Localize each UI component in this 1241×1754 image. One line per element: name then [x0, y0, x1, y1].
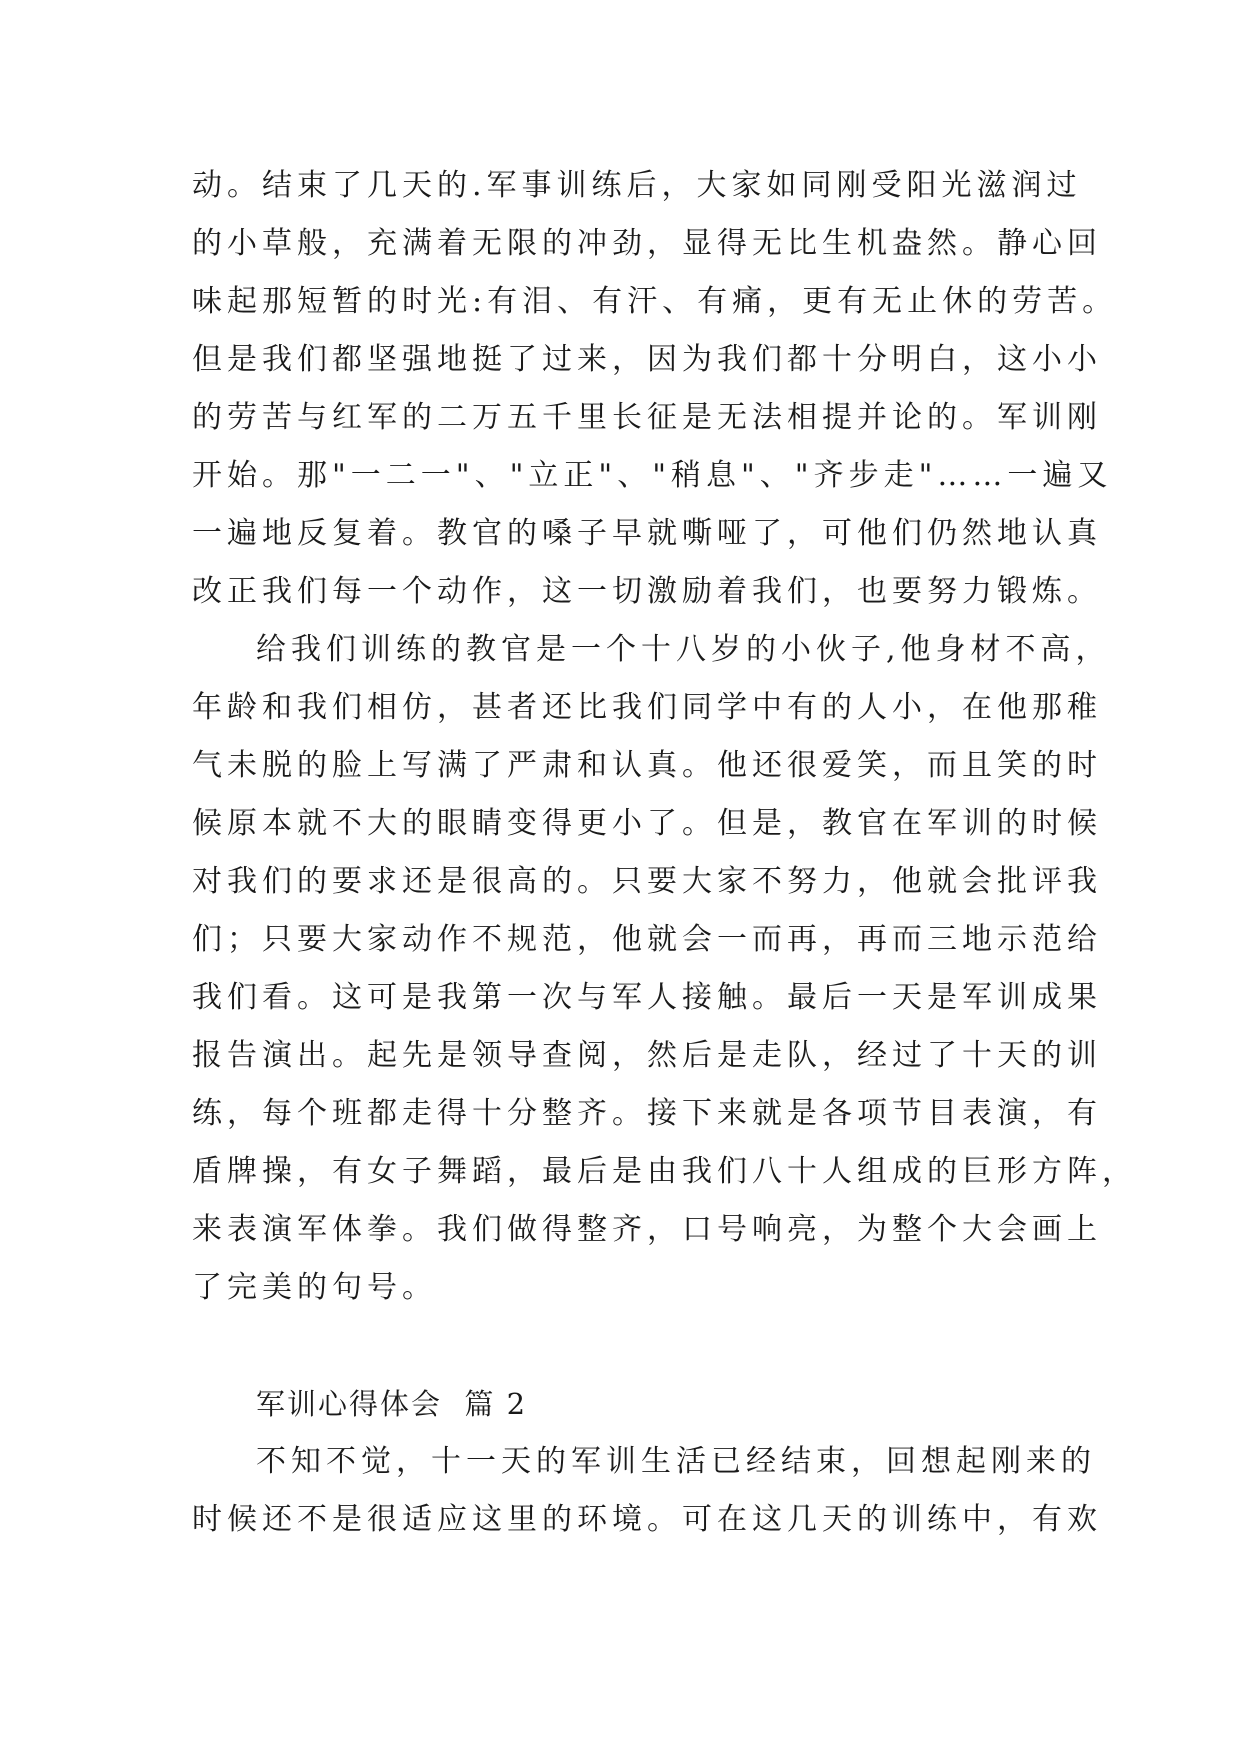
- paragraph-2-line-11: 来表演军体拳。我们做得整齐，口号响亮，为整个大会画上: [192, 1212, 1102, 1247]
- paragraph-2-line-12: 了完美的句号。: [192, 1270, 437, 1305]
- paragraph-2-line-8: 报告演出。起先是领导查阅，然后是走队，经过了十天的训: [192, 1038, 1102, 1073]
- paragraph-1-line-8: 改正我们每一个动作，这一切激励着我们，也要努力锻炼。: [192, 574, 1102, 609]
- paragraph-2-line-7: 我们看。这可是我第一次与军人接触。最后一天是军训成果: [192, 980, 1102, 1015]
- paragraph-2-line-4: 候原本就不大的眼睛变得更小了。但是，教官在军训的时候: [192, 806, 1102, 841]
- paragraph-2-line-2: 年龄和我们相仿，甚者还比我们同学中有的人小，在他那稚: [192, 690, 1102, 725]
- section-heading: 军训心得体会 篇 2: [256, 1387, 528, 1421]
- paragraph-1-line-2: 的小草般，充满着无限的冲劲，显得无比生机盎然。静心回: [192, 226, 1102, 261]
- paragraph-1-line-7: 一遍地反复着。教官的嗓子早就嘶哑了，可他们仍然地认真: [192, 516, 1102, 551]
- paragraph-2-line-5: 对我们的要求还是很高的。只要大家不努力，他就会批评我: [192, 864, 1102, 899]
- paragraph-1-line-1: 动。结束了几天的.军事训练后，大家如同刚受阳光滋润过: [192, 168, 1082, 203]
- paragraph-1-line-6: 开始。那"一二一"、"立正"、"稍息"、"齐步走"……一遍又: [192, 458, 1113, 493]
- paragraph-1-line-4: 但是我们都坚强地挺了过来，因为我们都十分明白，这小小: [192, 342, 1102, 377]
- paragraph-2-line-6: 们；只要大家动作不规范，他就会一而再，再而三地示范给: [192, 922, 1102, 957]
- paragraph-2-line-9: 练，每个班都走得十分整齐。接下来就是各项节目表演，有: [192, 1096, 1102, 1131]
- paragraph-2-line-10: 盾牌操，有女子舞蹈，最后是由我们八十人组成的巨形方阵，: [192, 1154, 1137, 1189]
- paragraph-1-line-5: 的劳苦与红军的二万五千里长征是无法相提并论的。军训刚: [192, 400, 1102, 435]
- paragraph-2-line-3: 气未脱的脸上写满了严肃和认真。他还很爱笑，而且笑的时: [192, 748, 1102, 783]
- paragraph-3-line-2: 时候还不是很适应这里的环境。可在这几天的训练中，有欢: [192, 1502, 1102, 1537]
- paragraph-1-line-3: 味起那短暂的时光:有泪、有汗、有痛，更有无止休的劳苦。: [192, 284, 1118, 319]
- paragraph-3-line-1: 不知不觉，十一天的军训生活已经结束，回想起刚来的: [256, 1444, 1096, 1479]
- paragraph-2-line-1: 给我们训练的教官是一个十八岁的小伙子,他身材不高，: [256, 632, 1111, 667]
